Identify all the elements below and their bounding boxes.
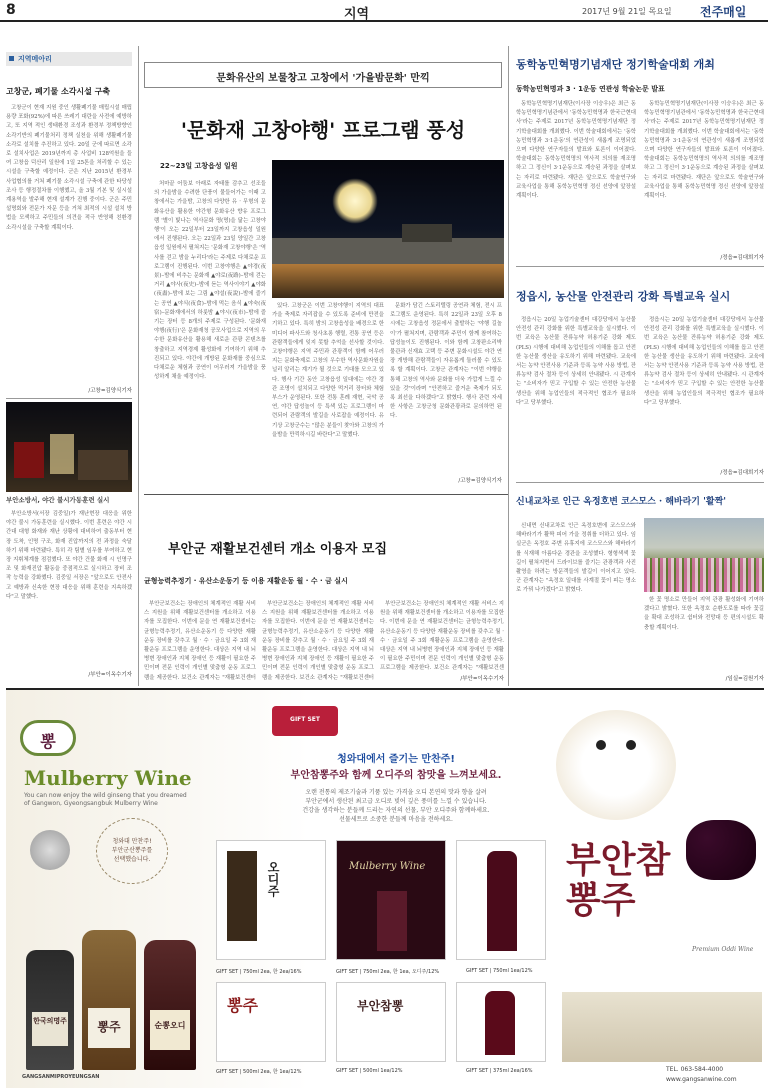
sidebar-article-1-body: 고창군이 현재 지원 중인 생활폐기물 매립시설 매립용량 포화(92%)에 따른 쓰레기 대란을 사전에 예방하고, 또 지역 적인 생태환경 조성과 환경부 정책방향인 소각기반의 폐기물처리 정책 실천을 위해 생활폐기물 소각로 설치를 추진하고 있다. 20일 군에 따르면 소각로 설치사업은 2019년까지 총 사업비 128억원을 들여 고창읍 덕산리 일원에 1일 25톤을 처리할 수 있는 시설을 구축할 예정이다. 군은 지난 2015년 환경부 사업협의를 거쳐 폐기물 소각시설 구축에 관한 타당성 조사 등 행정절차를 이행했고, 올 3월 기본 및 실시설계용역을 발주해 현재 설계가 진행 중이다. 군은 주민설명회와 전문가 자문 등을 거쳐 최적의 시설 설치 방법을 모색하고 주민들의 의견을 적극 반영해 친환경 소각시설을 구축할 계획이다.	[6, 105, 132, 231]
gift-set-1[interactable]	[216, 840, 326, 960]
gift-set-5[interactable]	[336, 982, 446, 1062]
bottle-2-label: 뽕주	[88, 1008, 130, 1048]
gift-spec-2: GIFT SET | 750ml 2ea, 한 1ea, 오디주/12%	[336, 969, 440, 975]
feature-byline: /고창=김양식기자	[458, 478, 502, 484]
building-light	[50, 434, 74, 474]
gift-set-3[interactable]	[456, 840, 546, 960]
sidebar-article-2-byline: /부안=이옥수기자	[88, 672, 132, 678]
sidebar-article-2-body: 부안소방서(서장 김중일)가 재난현장 대응을 위한 야간 불시 가동훈련을 실시했다. 이번 훈련은 야간 시간대 대형 화재와 재난 상황에 대비하여 출동부터 현장 도착, 인명 구조, 화재 진압까지의 전 과정을 숙달하기 위해 마련됐다. 특히 각 팀별 임무를 부여하고 현장 지휘체계를 점검했다. 또 야간 건물 화재 시 인명구조 및 화재진압 활동을 중점적으로 실시하고 장비 조작 능력을 강화했다. 김중일 서장은 "앞으로도 안전사고 예방과 신속한 현장 대응을 위해 훈련을 지속하겠다"고 말했다.	[6, 511, 132, 600]
right-article-2-byline: /정읍=김대희기자	[720, 470, 764, 476]
calligraphy-title: 부안참뽕주	[566, 839, 671, 921]
fire-drill-photo	[6, 402, 132, 492]
gift-bottle	[485, 991, 515, 1055]
feature-headline: '문화재 고창야행' 프로그램 풍성	[180, 118, 466, 142]
cosmos-field-photo	[644, 518, 764, 592]
bottles-group-left	[26, 920, 206, 1070]
cosmos-flowers	[644, 558, 764, 592]
photo-caption: 부안소방서, 야간 불시가동훈련 실시	[6, 496, 110, 504]
right-article-3-headline: 신내교차로 인근 옥정호변 코스모스 · 해바라기 '활짝'	[516, 497, 727, 507]
ad-slogan-2: 부안참뽕주와 함께 오디주의 참맛을 느껴보세요.	[290, 770, 502, 781]
gift-spec-6: GIFT SET | 375ml 2ea/16%	[466, 1068, 533, 1074]
column-rule	[138, 46, 139, 686]
feature-subhead: 22~23일 고창읍성 일원	[160, 162, 238, 170]
divider	[6, 398, 132, 399]
divider	[516, 482, 764, 483]
right-article-2-headline: 정읍시, 농산물 안전관리 강화 특별교육 실시	[516, 290, 731, 303]
brand-logo	[20, 720, 76, 756]
gate-pavilion-shape	[402, 224, 452, 242]
right-article-3-body: 신내면 신내교차로 인근 옥정호변에 코스모스와 해바라기가 활짝 피어 가을 정취를 더하고 있다. 임실군은 옥정호 주변 유휴지에 코스모스와 해바라기를 식재해 아름다운 경관을 조성했다. 형형색색 꽃길이 펼쳐지면서 드라이브를 즐기는 관광객과 사진 촬영을 하려는 방문객들의 발길이 이어지고 있다. 군 관계자는 "옥정호 일대를 사계절 꽃이 피는 명소로 가꿔 나가겠다"고 밝혔다.	[516, 523, 636, 594]
phone-number: TEL. 063-584-4000	[666, 1066, 724, 1073]
gift-set-specs-row1	[216, 968, 546, 976]
bottle-3	[144, 940, 196, 1070]
feature-kicker-box	[144, 62, 502, 88]
feature-body-col2: 있다. 고창군은 이번 고창야행이 지역의 대표 가을 축제로 자리잡을 수 있도록 준비에 만전을 기하고 있다. 특히 밤의 고창읍성을 배경으로 한 미디어 파사드와 청사초롱 행렬, 전통 공연 등은 관람객들에게 잊지 못할 추억을 선사할 것이다. 고창야행은 지역 주민과 관광객이 함께 어우러지는 문화축제로 고창의 우수한 역사문화자원을 널리 알리는 계기가 될 것으로 기대를 모으고 있다. 행사 기간 동안 고창읍성 일대에는 야간 경관 조명이 설치되고 다양한 먹거리 장터와 체험 부스가 운영된다. 또한 전통 혼례 재현, 국악 공연, 야간 답성놀이 등 특색 있는 프로그램이 마련되어 관람객의 발길을 사로잡을 예정이다. 유기상 고창군수는 "많은 분들이 찾아와 고창의 가을밤을 만끽하시길 바란다"고 말했다.	[272, 303, 384, 438]
ad-description: 오랜 전통의 제조기술과 기품 있는 가격을 오디 본연의 맛과 향을 살려 부안군에서 생산된 최고급 오디로 빚어 깊은 풍미를 느낄 수 있습니다. 건강을 생각하는 분들께 드리는 자연의 선물, 부안 오디주와 함께하세요. 선물세트로 소중한 분들께 마음을 전하세요.	[302, 789, 490, 823]
gift-spec-4: GIFT SET | 500ml 2ea, 한 1ea/12%	[216, 1069, 302, 1075]
page-number: 8	[6, 2, 16, 18]
presidential-seal-icon	[30, 830, 70, 870]
mascot-eye	[626, 740, 636, 750]
bullet-icon	[9, 56, 14, 61]
feature-body-col1: 처마끝 어둠보 아래로 자태를 감추고 선조들의 가을밤을 수려한 단풍이 물들어가는 이때 고창에서는 가을밤, 고창의 다양한 유 · 무형의 문화유산을 활용한 야간형 문화유산 향유 프로그램 '별이 빛나는 역사문화 명(명)을 닮는 고창야행'이 오는 22일부터 23일까지 고창읍성 일원에서 진행된다. 오는 22일과 23일 양일간 고창읍성 일원에서 펼쳐지는 '문화재 고창야행'은 '역사를 걷고 밤을 누리다'라는 주제로 다채로운 프로그램이 진행된다. 이번 고창야행은 ▲야경(夜景)–밤에 비추는 문화재 ▲야로(夜路)–밤에 걷는 거리 ▲야사(夜史)–밤에 듣는 역사이야기 ▲야화(夜畵)–밤에 보는 그림 ▲야설(夜說)–밤에 즐기는 공연 ▲야식(夜食)–밤에 먹는 음식 ▲야숙(夜宿)–문화재에서의 하룻밤 ▲야시(夜市)–밤에 즐기는 장터 등 8개의 주제로 구성된다. '문화재 야행(夜行)'은 문화재청 공모사업으로 지역의 우수한 문화유산을 활용해 새로운 관광 콘텐츠를 창출하고 지역경제 활성화에 기여하기 위해 추진되고 있다. 야간에 개방된 문화재를 중심으로 다채로운 체험과 공연이 어우러져 가을밤을 풍성하게 채울 예정이다.	[154, 181, 266, 381]
gift-label: 오디주	[266, 861, 280, 897]
logo-text: 뽕	[40, 732, 56, 751]
bottom-article-headline: 부안군 재활보건센터 개소 이용자 모집	[168, 542, 388, 557]
bottom-article-body-col1: 부안군보건소는 장애인의 체계적인 재활 서비스 지원을 위해 재활보건센터를 개소하고 이용자를 모집한다. 이번에 문을 연 재활보건센터는 균형능력추정기, 유산소운동기 등 다양한 재활운동 장비를 갖추고 월 · 수 · 금요일 주 3회 재활운동 프로그램을 운영한다. 대상은 지역 내 뇌병변 장애인과 지체 장애인 등 재활이 필요한 주민이며 전문 인력이 개인별 맞춤형 운동 프로그램을 제공한다. 보건소 관계자는 "재활보건센터	[144, 601, 256, 681]
bottom-article-body-col2: 부안군보건소는 장애인의 체계적인 재활 서비스 지원을 위해 재활보건센터를 개소하고 이용자를 모집한다. 이번에 문을 연 재활보건센터는 균형능력추정기, 유산소운동기 등 다양한 재활운동 장비를 갖추고 월 · 수 · 금요일 주 3회 재활운동 프로그램을 운영한다. 대상은 지역 내 뇌병변 장애인과 지체 장애인 등 재활이 필요한 주민이며 전문 인력이 개인별 맞춤형 운동 프로그램을 제공한다. 보건소 관계자는 "재활보건센터	[262, 601, 374, 681]
bottom-article-body-col3: 부안군보건소는 장애인의 체계적인 재활 서비스 지원을 위해 재활보건센터를 개소하고 이용자를 모집한다. 이번에 문을 연 재활보건센터는 균형능력추정기, 유산소운동기 등 다양한 재활운동 장비를 갖추고 월 · 수 · 금요일 주 3회 재활운동 프로그램을 운영한다. 대상은 지역 내 뇌병변 장애인과 지체 장애인 등 재활이 필요한 주민이며 전문 인력이 개인별 맞춤형 운동 프로그램을 제공한다. 보건소 관계자는 "재활보건센	[380, 601, 504, 672]
ad-slogan: 청와대에서 즐기는 만찬주!	[337, 754, 455, 765]
crowd-shape	[78, 450, 128, 480]
right-article-3-body-cont: 한 꽃 명소로 만들어 지역 관광 활성화에 기여하겠다고 밝혔다. 또한 옥정호 순환도로를 따라 꽃길을 확대 조성하고 쉼터와 전망대 등 편의시설도 확충할 계획이다.	[644, 597, 764, 631]
badge-line-2: 부안군산뽕주를	[111, 847, 153, 854]
company-name: GANGSANMIPROYEUNGSAN	[22, 1074, 100, 1080]
right-article-2-body-cont: 정읍시는 20일 농업기술센터 대강당에서 농산물 안전성 관리 강화를 위한 특별교육을 실시했다. 이번 교육은 농산물 잔류농약 허용기준 강화 제도(PLS) 시행에 대비해 농업인들의 이해를 돕고 안전한 농산물 생산을 유도하기 위해 마련됐다. 교육에서는 농약 안전사용 기준과 등록 농약 사용 방법, 잔류농약 검사 절차 등이 상세히 안내됐다. 시 관계자는 "소비자가 믿고 구입할 수 있는 안전한 농산물 생산을 위해 농업인들의 적극적인 협조가 필요하다"고 당부했다.	[644, 317, 764, 406]
bottle-3-label: 순뽕오디	[150, 1010, 190, 1050]
badge-circle	[96, 818, 168, 884]
right-article-1-headline: 동학농민혁명기념재단 정기학술대회 개최	[516, 58, 715, 71]
company-website[interactable]: www.gangsanwine.com	[666, 1076, 737, 1083]
gift-spec-5: GIFT SET | 500ml 1ea/12%	[336, 1068, 403, 1074]
gift-spec-1: GIFT SET | 750ml 2ea, 한 2ea/16%	[216, 969, 302, 975]
right-article-3-byline: /임실=김원기자	[725, 676, 764, 682]
bottle-1-label: 한국의명주	[32, 1012, 68, 1046]
gift-label: 부안참뽕	[357, 999, 404, 1013]
fortress-wall-shape	[272, 238, 504, 264]
gift-set-6[interactable]	[456, 982, 546, 1062]
bottom-article-byline: /부안=이옥수기자	[460, 676, 504, 682]
gift-bottle	[487, 851, 517, 951]
badge-line-3: 선택했습니다.	[113, 856, 151, 863]
moon-icon	[332, 178, 378, 224]
section-title: 지역	[344, 7, 370, 22]
gift-bottle	[377, 891, 407, 951]
brand-tagline: You can now enjoy the wild ginseng that you dreamed of Gangwon, Gyeongsangbuk Mulberry Wine	[24, 792, 187, 807]
award-badge: GIFT SET	[272, 706, 338, 736]
fire-truck-shape	[14, 442, 44, 478]
column-rule	[508, 46, 509, 686]
page-header	[0, 0, 768, 22]
gift-set-2[interactable]	[336, 840, 446, 960]
mascot-eye	[596, 740, 606, 750]
gift-spec-3: GIFT SET | 750ml 1ea/12%	[466, 968, 533, 974]
gift-box-shape	[562, 992, 762, 1062]
mulberry-fruit-icon	[686, 820, 756, 880]
newspaper-name: 전주매일	[700, 5, 747, 19]
gift-set-specs-row2	[216, 1068, 546, 1076]
right-article-1-byline: /정읍=김대희기자	[720, 255, 764, 261]
brand-title: Mulberry Wine	[24, 766, 192, 790]
bottom-article-subhead: 균형능력추정기 · 유산소운동기 등 이용 재활운동 월 · 수 · 금 실시	[144, 577, 348, 585]
bottle-1	[26, 950, 74, 1070]
feature-kicker: 문화유산의 보물창고 고창에서 '가을밤문화' 만끽	[216, 73, 430, 84]
mascot-icon	[556, 710, 676, 820]
issue-date: 2017년 9월 21일 목요일	[582, 7, 672, 16]
column-label: 지역메아리	[18, 55, 52, 63]
lit-ground	[272, 264, 504, 298]
feature-body-col3: 문화가 담긴 스토리텔링 공연과 체험, 전시 프로그램도 운영된다. 특히 22일과 23일 오후 8시에는 고창읍성 정문에서 출발하는 '야행 길놀이'가 펼쳐지며, 관람객과 주민이 함께 참여하는 답성놀이도 진행된다. 이와 함께 고창판소리박물관과 신재효 고택 등 주변 문화시설도 야간 연장 개방해 관람객들이 자유롭게 둘러볼 수 있도록 할 계획이다. 고창군 관계자는 "이번 야행을 통해 고창의 역사와 문화를 더욱 가깝게 느낄 수 있을 것"이라며 "안전하고 즐거운 축제가 되도록 최선을 다하겠다"고 밝혔다. 행사 관련 자세한 사항은 고창군청 문화관광과로 문의하면 된다.	[390, 303, 502, 420]
advertisement[interactable]	[6, 688, 764, 1086]
bottle-2	[82, 930, 136, 1070]
night-fortress-photo	[272, 160, 504, 298]
sidebar-article-1-byline: /고창=김양식기자	[88, 388, 132, 394]
right-article-2-body: 정읍시는 20일 농업기술센터 대강당에서 농산물 안전성 관리 강화를 위한 특별교육을 실시했다. 이번 교육은 농산물 잔류농약 허용기준 강화 제도(PLS) 시행에 대비해 농업인들의 이해를 돕고 안전한 농산물 생산을 유도하기 위해 마련됐다. 교육에서는 농약 안전사용 기준과 등록 농약 사용 방법, 잔류농약 검사 절차 등이 상세히 안내됐다. 시 관계자는 "소비자가 믿고 구입할 수 있는 안전한 농산물 생산을 위해 농업인들의 적극적인 협조가 필요하다"고 당부했다.	[516, 317, 636, 406]
gift-label: Mulberry Wine	[349, 861, 426, 872]
right-article-1-subhead: 동학농민혁명과 3 · 1운동 연관성 학술논문 발표	[516, 85, 665, 93]
divider	[144, 494, 508, 495]
calligraphy-sub: Premium Oddi Wine	[692, 946, 754, 953]
gift-bottle	[227, 851, 257, 941]
column-label-bar	[6, 52, 132, 66]
badge-line-1: 청와대 만찬주!	[112, 838, 152, 845]
right-article-1-body: 동학농민혁명기념재단(이사장 이승우)은 최근 동학농민혁명기념관에서 '동학농민혁명과 한국근현대사'라는 주제로 2017년 동학농민혁명기념재단 정기학술대회를 개최했다. 이번 학술대회에서는 '동학농민혁명과 3·1운동'의 연관성이 새롭게 조명되었으며 다양한 연구자들의 발표와 토론이 이어졌다. 학술대회는 동학농민혁명의 역사적 의의를 재조명하고 그 정신이 3·1운동으로 계승된 과정을 살펴보는 자리로 마련됐다. 재단은 앞으로도 학술연구와 교육사업을 통해 동학농민혁명 정신 선양에 앞장설 계획이다.	[516, 101, 636, 200]
gift-label: 뽕주	[227, 996, 258, 1015]
sidebar-article-1-headline: 고창군, 폐기물 소각시설 구축	[6, 87, 111, 96]
gift-set-4[interactable]	[216, 982, 326, 1062]
right-article-1-body-cont: 동학농민혁명기념재단(이사장 이승우)은 최근 동학농민혁명기념관에서 '동학농민혁명과 한국근현대사'라는 주제로 2017년 동학농민혁명기념재단 정기학술대회를 개최했다. 이번 학술대회에서는 '동학농민혁명과 3·1운동'의 연관성이 새롭게 조명되었으며 다양한 연구자들의 발표와 토론이 이어졌다. 학술대회는 동학농민혁명의 역사적 의의를 재조명하고 그 정신이 3·1운동으로 계승된 과정을 살펴보는 자리로 마련됐다. 재단은 앞으로도 학술연구와 교육사업을 통해 동학농민혁명 정신 선양에 앞장설 계획이다.	[644, 101, 764, 200]
divider	[516, 266, 764, 267]
